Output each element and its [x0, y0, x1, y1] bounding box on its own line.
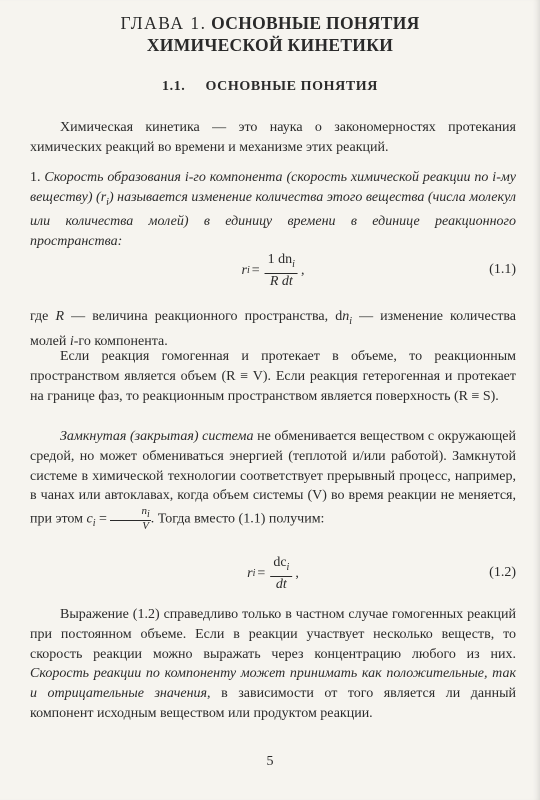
- eq1-lhs-sub: i: [246, 265, 250, 277]
- eq1-fraction: [265, 252, 298, 290]
- equation-1-2-number: (1.2): [489, 565, 516, 580]
- chapter-title-line1: ОСНОВНЫЕ ПОНЯТИЯ: [211, 13, 420, 33]
- where-text-a: где: [30, 309, 56, 324]
- closed-system-italic: Замкнутая (закрытая) система: [60, 429, 254, 444]
- eq2-fraction: [270, 555, 292, 593]
- equation-1-1-formula: [242, 252, 305, 290]
- paragraph-expression: [30, 605, 516, 724]
- definition-italic: Скорость образования i-го компонента (скорость химической реакции по i-му веществу) (r: [30, 170, 516, 205]
- eq2-tail: ,: [295, 565, 299, 581]
- definition-lead: 1.: [30, 170, 45, 185]
- section-number: 1.1.: [162, 79, 186, 94]
- paragraph-intro-text: Химическая кинетика — это наука о закономерностях протекания химических реакций во времени и механизме этих реакций.: [30, 120, 516, 155]
- definition-italic-end: ) называется изменение количества этого вещества (числа молекул или количества молей) в единицу времени в единице реакционного пространства:: [30, 189, 517, 250]
- where-n: n: [342, 309, 350, 324]
- paragraph-closed-system: [30, 427, 516, 534]
- closed-system-equals: =: [95, 511, 111, 527]
- paragraph-homogeneous: [30, 347, 516, 406]
- closed-system-text-b: . Тогда вместо (1.1) получим:: [150, 511, 325, 527]
- eq2-lhs: r: [247, 565, 253, 581]
- frac-num: n: [141, 505, 147, 518]
- section-title: ОСНОВНЫЕ ПОНЯТИЯ: [205, 79, 378, 94]
- frac-num-sub: i: [146, 509, 150, 521]
- where-n-sub: i: [349, 315, 352, 327]
- definition-sub: i: [106, 196, 109, 208]
- paragraph-where: [30, 307, 516, 351]
- page-number: 5: [266, 754, 274, 769]
- eq2-lhs-sub: i: [252, 568, 256, 580]
- eq2-numerator-sub: i: [286, 561, 290, 573]
- eq1-numerator: 1 dn: [267, 252, 293, 267]
- eq2-equals: =: [257, 565, 266, 581]
- paragraph-intro: [30, 118, 516, 158]
- paragraph-definition-rate: [30, 168, 516, 252]
- eq1-denominator: R dt: [269, 273, 293, 289]
- where-text-b: — величина реакционного пространства, d: [64, 309, 343, 324]
- chapter-heading: [0, 12, 540, 56]
- eq1-lhs: r: [241, 262, 247, 278]
- expression-text-a: Выражение (1.2) справедливо только в частном случае гомогенных реакций при постоянном объеме. Если в реакции участвует несколько веществ, то скорость реакции можно выражать через концентрацию любого из них.: [30, 607, 516, 662]
- where-i: i: [69, 333, 74, 349]
- eq1-tail: ,: [300, 262, 305, 278]
- closed-system-text-a: не обменивается веществом с окружающей средой, но может обмениваться энергией (теплотой и/или работой). Замкнутой системе в химической технологии соответствует прерывный процесс, например, в чанах или автоклавах, когда объем системы (V) во время реакции не меняется, при этом: [30, 429, 516, 527]
- frac-den: V: [142, 520, 149, 533]
- equation-1-2-formula: [247, 555, 299, 593]
- paragraph-homogeneous-text: Если реакция гомогенная и протекает в объеме, то реакционным пространством является объем (R ≡ V). Если реакция гетерогенная и протекает на границе фаз, то реакционным пространством является поверхность (R ≡ S).: [30, 349, 516, 404]
- closed-system-ci: c: [86, 511, 93, 527]
- expression-text-b: , в зависимости от того является ли данный компонент исходным веществом или продуктом реакции.: [30, 686, 516, 721]
- closed-system-fraction: [110, 506, 150, 532]
- chapter-label: ГЛАВА 1.: [120, 13, 207, 33]
- closed-system-ci-sub: i: [92, 518, 96, 530]
- equation-1-2: [30, 555, 516, 595]
- section-heading: [0, 79, 540, 95]
- where-text-d: -го компонента.: [73, 333, 168, 349]
- equation-1-1: [30, 252, 516, 292]
- expression-italic: Скорость реакции по компоненту может принимать как положительные, так и отрицательные значения: [30, 666, 516, 702]
- where-text-c: — изменение количества молей: [30, 309, 516, 349]
- eq2-numerator: dc: [273, 555, 287, 570]
- equation-1-1-number: (1.1): [489, 262, 516, 277]
- where-R: R: [55, 309, 65, 324]
- chapter-title-line2: ХИМИЧЕСКОЙ КИНЕТИКИ: [146, 35, 394, 55]
- eq1-numerator-sub: i: [292, 258, 295, 270]
- eq2-denominator: dt: [275, 576, 287, 592]
- eq1-equals: =: [251, 262, 260, 278]
